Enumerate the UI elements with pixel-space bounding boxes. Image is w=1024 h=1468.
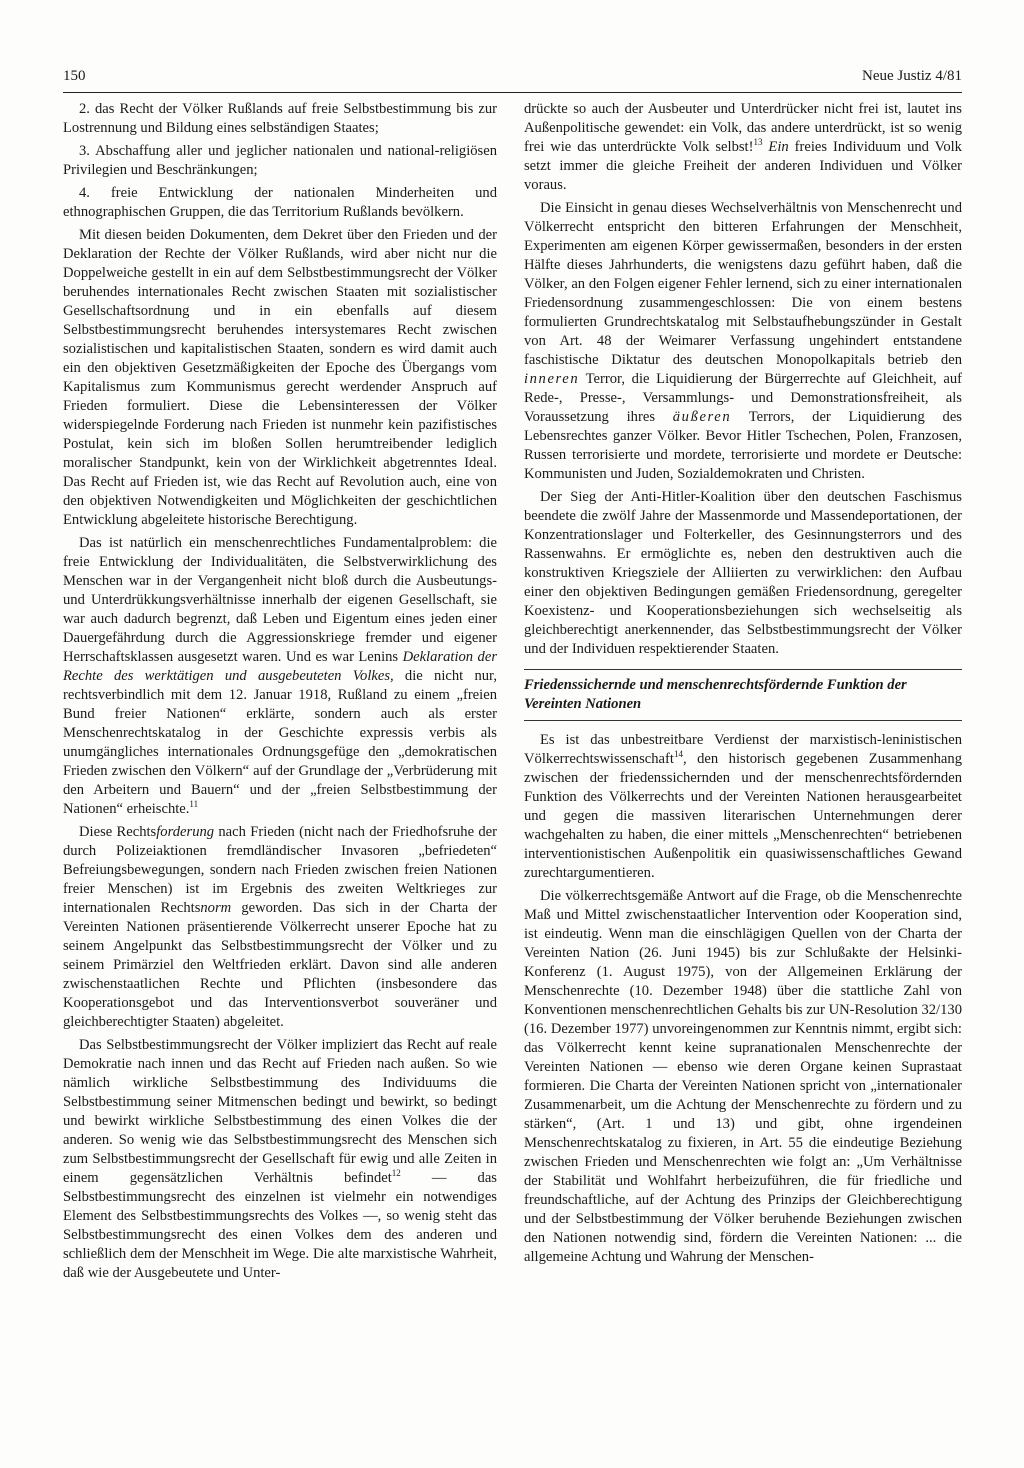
paragraph [63,534,497,819]
paragraph: 3. Abschaffung aller und jeglicher nationalen und national-religiösen Privilegien und Beschränkungen; [63,143,497,178]
footnote-ref: 14 [673,749,683,760]
paragraph: Der Sieg der Anti-Hitler-Koalition über den deutschen Faschismus beendete die zwölf Jahre der Massenmorde und Massendeportationen, der Konzentrationslager und Folterkeller, des Gesinnungsterrors und des Rassenwahns. Er ermöglichte es, neben den destruktiven auch die konstruktiven Kriegsziele der Alliierten zu verwirklichen: den Aufbau einer den objektiven Bedingungen gemäßen Friedensordnung, geregelter Koexistenz- und Kooperationsbeziehungen sich wechselseitig als gleichberechtigt anerkennender, das Selbstbestimmungsrecht der Völker und der Individuen respektierender Staaten. [524,489,962,657]
text-run: Terrors, der Liquidierung des Lebensrechtes ganzer Völker. Bevor Hitler Tschechen, Polen, Franzosen, Russen terrorisierte und mordete, terrorisierte und mordete er Deutsche: Kommunisten und Juden, Sozialdemokraten und Christen. [524,409,962,482]
section-divider [524,720,962,721]
text-run: Terror, die Liquidierung der Bürgerrechte auf Gleichheit, auf Rede-, Presse-, Versammlungs- und Demonstrationsfreiheit, als Voraussetzung ihres [524,371,962,425]
journal-title: Neue Justiz 4/81 [862,68,962,84]
paragraph [63,1036,497,1283]
paragraph: Die völkerrechtsgemäße Antwort auf die Frage, ob die Menschenrechte Maß und Mittel zwischenstaatlicher Intervention oder Kooperation sind, ist eindeutig. Wenn man die einschlägigen Quellen von der Charta der Vereinten Nation (26. Juni 1945) bis zur Schlußakte der Helsinki-Konferenz (1. August 1975), von der Allgemeinen Erklärung der Menschenrechte (10. Dezember 1948) über die stattliche Zahl von Konventionen menschenrechtlichen Gehalts bis zur UN-Resolution 32/130 (16. Dezember 1977) unvoreingenommen zur Kenntnis nimmt, ergibt sich: das Völkerrecht kennt keine supranationalen Menschenrechte der Vereinten Nationen — ebenso wie deren Organe keinen Suprastaat formieren. Die Charta der Vereinten Nationen spricht von „internationaler Zusammenarbeit, um die Achtung der Menschenrechte zu fördern und zu stärken“, (Art. 1 und 13) und gibt, ohne irgendeinen Menschenrechtskatalog zu fixieren, in Art. 55 die eindeutige Beziehung zwischen Frieden und Menschenrechten wie folgt an: „Um Verhältnisse der Stabilität und Wohlfahrt herbeizuführen, die für friedliche und freundschaftliche, auf der Achtung des Prinzips der Gleichberechtigung und der Selbstbestimmung der Völker beruhende Beziehungen zwischen den Nationen notwendig sind, fördern die Vereinten Nationen: ... die allgemeine Achtung und Wahrung der Menschen- [524,888,962,1265]
page-number: 150 [63,68,86,84]
section-heading: Friedenssichernde und menschenrechtsfördernde Funktion der Vereinten Nationen [524,677,907,712]
text-run: nach Frieden (nicht nach der Friedhofsruhe der durch Polizeiaktionen fremdländischer Invasoren „befriedeten“ Befreiungsbewegungen, sondern nach Frieden zwischen freien Nationen freier Menschen) ist im Ergebnis des zweiten Weltkrieges zur internationalen Rechts [63,824,497,916]
text-run: , den historisch gegebenen Zusammenhang zwischen der friedenssichernden und der menschenrechtsfördernden Funktion des Völkerrechts und der Vereinten Nationen herausgearbeitet und gegen die massiven literarischen Unternehmungen derer wachgehalten zu haben, die einer mittels „Menschenrechten“ betriebenen interventionistischen Außenpolitik ein quasiwissenschaftliches Gewand zurechtargumentieren. [524,751,962,881]
section-divider [524,669,962,670]
emphasis: Ein [762,139,789,155]
emphasis: norm [200,900,232,916]
text-run: die nicht nur, rechtsverbindlich mit dem 12. Januar 1918, Rußland zu einem „freien Bund freier Nationen“ erklärte, sondern auch als erster Menschenrechtskatalog in der Geschichte expressis verbis als unumgängliches internationales Ordnungsgefüge den „demokratischen Frieden zwischen den Völkern“ auf der Grundlage der „Verbrüderung mit den Arbeitern und Bauern“ und der „freien Selbstbestimmung der Nationen“ erheischte. [63,668,497,817]
paragraph: 2. das Recht der Völker Rußlands auf freie Selbstbestimmung bis zur Lostrennung und Bildung eines selbständigen Staates; [63,101,497,136]
text-run: Es ist das unbestreitbare Verdienst der marxistisch-leninistischen Völkerrechtswissenschaft [524,732,962,767]
right-column [524,100,962,1271]
paragraph [63,823,497,1032]
emphasis: äußeren [672,409,732,425]
text-run: freies Individuum und Volk setzt immer die gleiche Freiheit der anderen Individuen und Völker voraus. [524,139,962,193]
text-run: — das Selbstbestimmungsrecht des einzelnen ist vielmehr ein notwendiges Element des Selbstbestimmungsrechts des Volkes —, so wenig steht das Selbstbestimmungsrecht des einen Volkes dem des anderen und schließlich dem der Menschheit im Wege. Die alte marxistische Wahrheit, daß wie der Ausgebeutete und Unter- [63,1170,497,1281]
text-run: Die Einsicht in genau dieses Wechselverhältnis von Menschenrecht und Völkerrecht entspricht den bitteren Erfahrungen der Menschheit, Experimenten am eigenen Körper gewissermaßen, besonders in der ersten Hälfte dieses Jahrhunderts, die wenigstens dazu geführt haben, daß die Völker, an den Folgen eigener Fehler lernend, sich zu einer internationalen Friedensordnung zusammengeschlossen: Die von einem bestens formulierten Grundrechtskatalog mit Selbstaufhebungszünder in Gestalt von Art. 48 der Weimarer Verfassung ungehindert entstandene faschistische Diktatur des deutschen Monopolkapitals betrieb den [524,200,962,368]
text-run: Das Selbstbestimmungsrecht der Völker impliziert das Recht auf reale Demokratie nach innen und das Recht auf Frieden nach außen. So wie nämlich wirkliche Selbstbestimmung des Individuums die Selbstbestimmung seiner Mitmenschen bedingt und bewirkt, so bedingt und bewirkt wirkliche Selbstbestimmung des einen Volkes die der anderen. So wenig wie das Selbstbestimmungsrecht des Menschen sich zum Selbstbestimmungsrecht der Gesellschaft für ewig und alle Zeiten in einem gegensätzlichen Verhältnis befindet [63,1037,497,1186]
text-run: Das ist natürlich ein menschenrechtliches Fundamentalproblem: die freie Entwicklung der Individualitäten, die Selbstverwirklichung des Menschen war in der Vergangenheit nicht bloß durch die Ausbeutungs- und Unterdrükkungsverhältnisse innerhalb der eigenen Gesellschaft, sie war auch dadurch begrenzt, daß Leben und Eigentum eines jeden einer Dauergefährdung durch die Aggressionskriege fremder und eigener Herrschaftsklassen ausgesetzt waren. Und es war Lenins [63,535,497,665]
text-run: drückte so auch der Ausbeuter und Unterdrücker nicht frei ist, lautet ins Außenpolitische gewendet: ein Volk, das andere unterdrückt, ist so wenig frei wie das unterdrückte Volk selbst! [524,101,962,155]
page-header [63,66,962,93]
left-column [63,100,497,1287]
text-run: geworden. Das sich in der Charta der Vereinten Nationen präsentierende Völkerrecht unserer Epoche hat zu seinem Angelpunkt das Selbstbestimmungsrecht der Völker und zu seinem Primärziel den Weltfrieden erklärt. Davon sind alle anderen zwischenstaatlichen Rechte und Pflichten (insbesondere das Kooperationsgebot und das Interventionsverbot souveräner und gleichberechtigter Staaten) abgeleitet. [63,900,497,1030]
paragraph: Mit diesen beiden Dokumenten, dem Dekret über den Frieden und der Deklaration der Rechte der Völker Rußlands, wird aber nicht nur die Doppelweiche gestellt in ein auf dem Selbstbestimmungsrecht der Völker beruhendes internationales Recht zwischen Staaten mit sozialistischer Gesellschaftsordnung und in ein ebenfalls auf diesem Selbstbestimmungsrecht beruhendes intersystemares Recht zwischen sozialistischen und kapitalistischen Staaten, sondern es wird damit auch ein den objektiven Gesetzmäßigkeiten der Epoche des Übergangs vom Kapitalismus zum Kommunismus gerecht werdender Anspruch auf Frieden formuliert. Diese die Lebensinteressen der Völker widerspiegelnde Forderung nach Frieden ist nunmehr kein pazifistisches Postulat, kein sich im bloßen Sollen herumtreibender lediglich moralischer Standpunkt, kein von der Wirklichkeit abgetrenntes Ideal. Das Recht auf Frieden ist, wie das Recht auf Revolution auch, eine von den objektiven Notwendigkeiten und Möglichkeiten der geschichtlichen Entwicklung abgeleitete historische Berechtigung. [63,227,497,528]
footnote-ref: 13 [753,137,763,148]
text-run: Diese Rechts [79,824,157,840]
paragraph: 4. freie Entwicklung der nationalen Minderheiten und ethnographischen Gruppen, die das Territorium Rußlands bevölkern. [63,185,497,220]
paragraph [524,100,962,195]
paragraph [524,731,962,883]
footnote-ref: 11 [189,799,199,810]
emphasis: Deklaration der Rechte des werktätigen und ausgebeuteten Volkes, [63,649,497,684]
paragraph [524,199,962,484]
emphasis: inneren [524,371,580,387]
emphasis: forderung [156,824,215,840]
footnote-ref: 12 [391,1168,401,1179]
